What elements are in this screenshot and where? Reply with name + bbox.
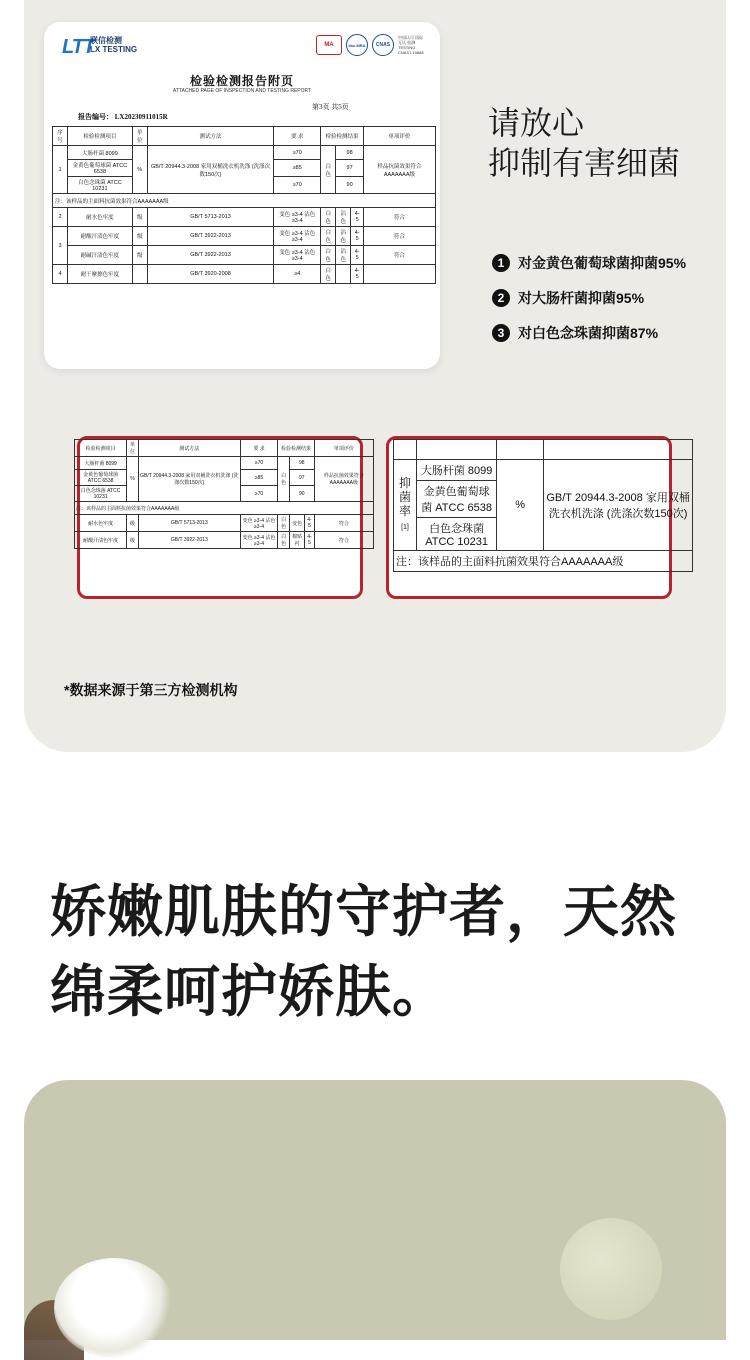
efficacy-list [492, 245, 686, 350]
number-badge: 2 [492, 289, 510, 307]
zoomed-table-detail-right [386, 436, 690, 599]
table-row: 2 耐水色牢度 级 GB/T 5713-2013 变色 ≥3-4 沾色 ≥3-4 白色 沾色 4-5 符合 [53, 208, 436, 227]
table-row: 金黄色葡萄球菌 ATCC 6538 ≥85 97 [53, 160, 436, 177]
report-number: 报告编号： LX20230911015R [78, 113, 168, 121]
table-row: 白色念珠菌 ATCC 10231 ≥70 90 [75, 486, 374, 502]
cnas-mark: CNAS [372, 34, 394, 56]
table-row: 抑菌率 [1] 大肠杆菌 8099 % GB/T 20944.3-2008 家用双桶洗衣机洗涤 (洗涤次数150次) [394, 460, 693, 481]
headline-line1: 请放心 [488, 105, 585, 141]
data-source-note: *数据来源于第三方检测机构 [64, 682, 238, 698]
list-item-text: 对金黄色葡萄球菌抑菌95% [518, 254, 687, 271]
list-item [492, 280, 686, 315]
report-title: 检验检测报告附页 [189, 74, 294, 88]
slogan-line1: 娇嫩肌肤的守护者，天然 [50, 880, 677, 943]
slogan [50, 872, 677, 1032]
table-row: 大肠杆菌 8099 % GB/T 20944.3-2008 家用双桶洗衣机洗涤 (洗涤次数150次) ≥70 白色 98 样品抗菌效果符合AAAAAAA级 [75, 457, 374, 470]
lx-testing-logo: LTT [62, 36, 95, 58]
table-row: 耐酸汗渍色牢度 级 GB/T 3922-2013 变色 ≥3-4 沾色 ≥3-4 白色 棉贴衬 4-5 符合 [75, 532, 374, 549]
list-item-text: 对大肠杆菌抑菌95% [518, 289, 645, 306]
ilac-mark: ilac-MRA [346, 34, 368, 56]
table-row: 注：该样品的主面料抗菌效果符合AAAAAAA级 [394, 551, 693, 572]
ma-mark: MA [316, 35, 342, 55]
zoomed-table-detail-left [77, 436, 363, 599]
number-badge: 1 [492, 254, 510, 272]
table-row: 金黄色葡萄球菌 ATCC 6538 ≥85 97 [75, 470, 374, 486]
inhibition-label: 抑菌率 [1] [394, 460, 417, 551]
table-row: 耐碱汗渍色牢度 级 GB/T 3922-2013 变色 ≥3-4 沾色 ≥3-4 白色 沾色 4-5 符合 [53, 246, 436, 265]
list-item-text: 对白色念珠菌抑菌87% [518, 324, 659, 341]
table-row: 金黄色葡萄球菌 ATCC 6538 [394, 481, 693, 518]
zoomed-table [74, 439, 374, 549]
headline [488, 103, 680, 183]
number-badge: 3 [492, 324, 510, 342]
test-report-image [44, 22, 440, 369]
zoomed-antibacterial-table [393, 439, 693, 572]
certification-marks [316, 34, 426, 56]
decorative-orb [560, 1218, 662, 1320]
table-row: 注：该样品的主面料抗菌效果符合AAAAAAA级 [75, 502, 374, 515]
table-row: 白色念珠菌 ATCC 10231 [394, 518, 693, 551]
report-table [52, 126, 436, 284]
table-row: 耐水色牢度 级 GB/T 5713-2013 变色 ≥3-4 沾色 ≥3-4 白色 变色 4-5 符合 [75, 515, 374, 532]
headline-line2: 抑制有害细菌 [488, 145, 681, 181]
report-page: 第3页 共5页 [312, 103, 349, 111]
lx-testing-logo-text: 联信检测 LX TESTING [90, 36, 138, 54]
cotton-image-section [24, 1080, 726, 1340]
table-row: 注：该样品的主面料抗菌效果符合AAAAAAA级 [53, 194, 436, 208]
table-header-row: 序号 检验检测项目 单位 测试方法 要 求 检验检测结果 单项评价 [53, 127, 436, 146]
table-row: 3 耐酸汗渍色牢度 级 GB/T 3922-2013 变色 ≥3-4 沾色 ≥3-4 白色 沾色 4-5 符合 [53, 227, 436, 246]
table-row: 1 大肠杆菌 8099 % GB/T 20944.3-2008 家用双桶洗衣机洗涤 (洗涤次数150次) ≥70 白色 98 样品抗菌效果符合AAAAAAA级 [53, 146, 436, 160]
list-item [492, 245, 686, 280]
slogan-line2: 绵柔呵护娇肤。 [50, 960, 449, 1023]
table-row: 白色念珠菌 ATCC 10231 ≥70 90 [53, 177, 436, 194]
table-row: 4 耐干摩擦色牢度 GB/T 3920-2008 ≥4 白色 4-5 [53, 265, 436, 284]
report-subtitle: ATTACHED PAGE OF INSPECTION AND TESTING REPORT [172, 88, 312, 94]
cotton-boll-image [54, 1258, 174, 1358]
cert-note: 中国认可 国际互认 检测 TESTING CNAS L19888 [398, 35, 424, 55]
table-header-row: 检验检测项目 单位 测试方法 要 求 检验检测结果 单项评价 [75, 440, 374, 457]
list-item [492, 315, 686, 350]
